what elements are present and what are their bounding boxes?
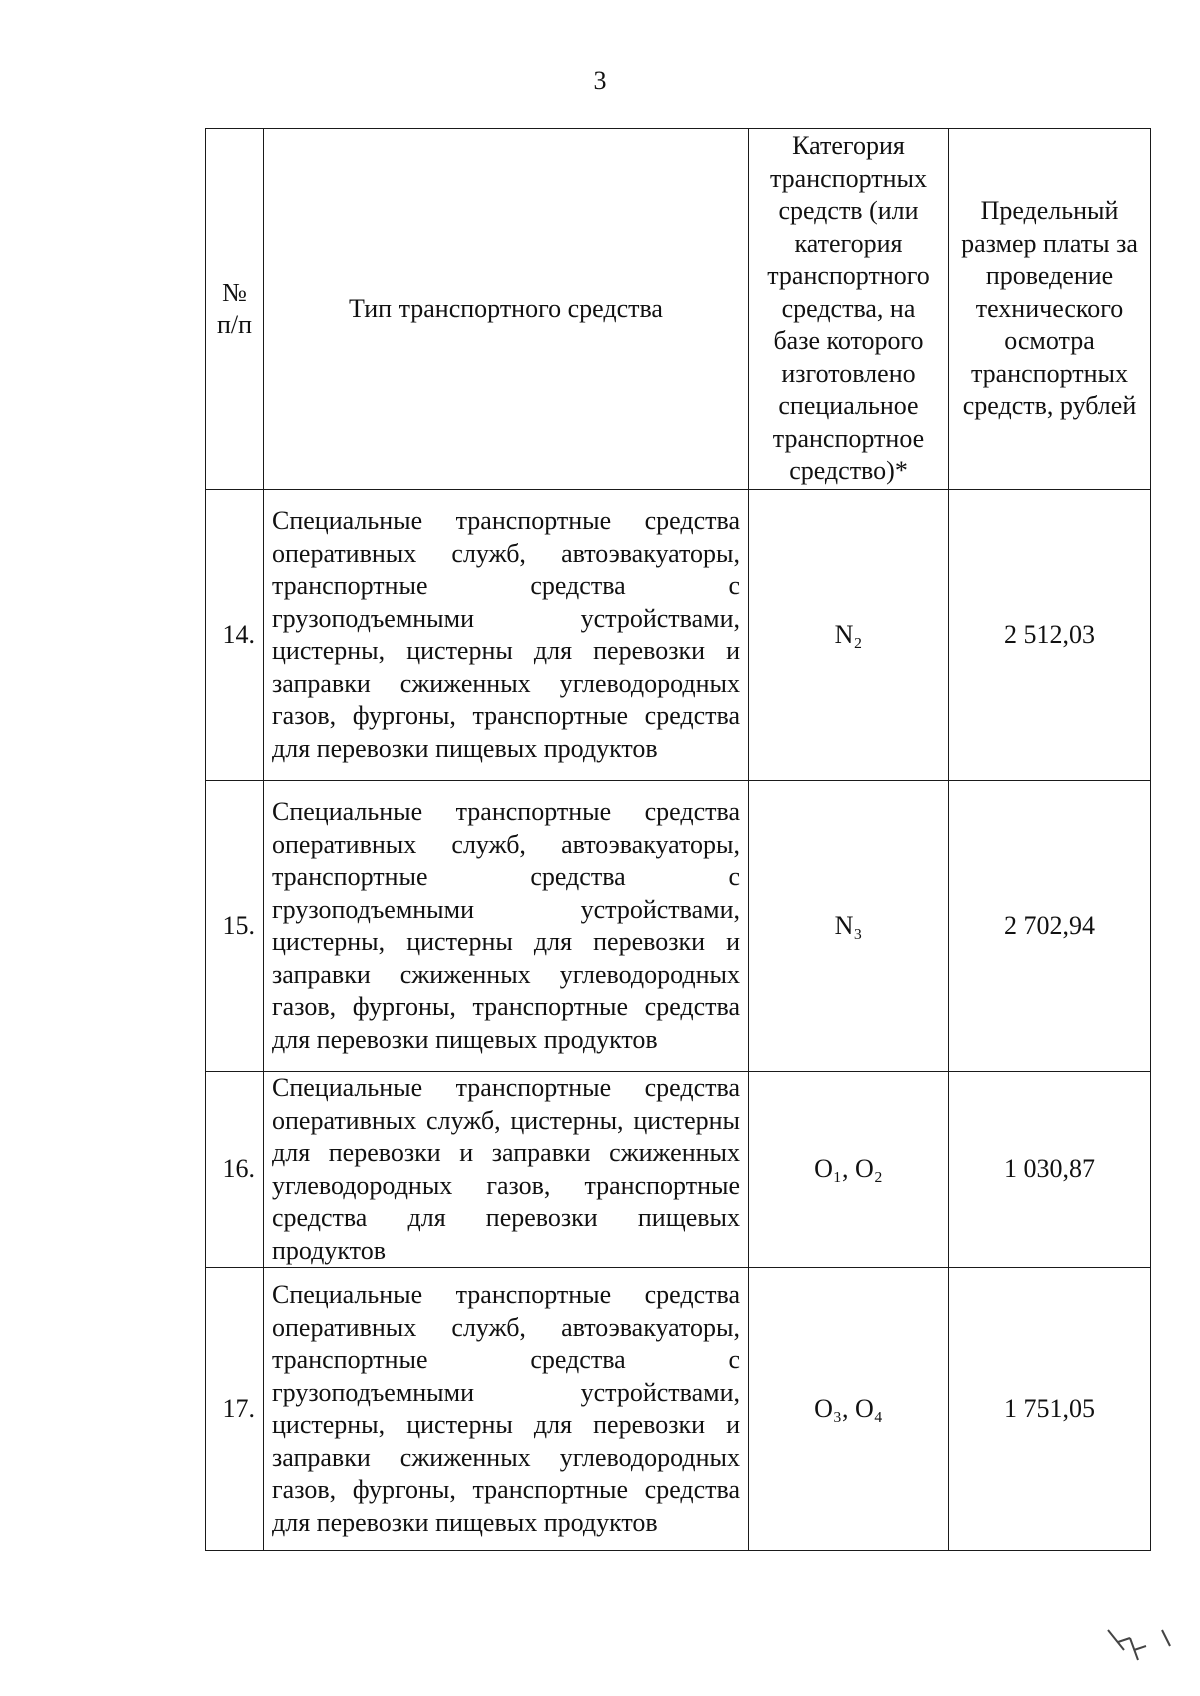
table-row — [206, 490, 1151, 781]
vehicle-type-cell: Специальные транспортные средства оперативных служб, автоэвакуаторы, транспортные средства с грузоподъемными устройствами, цистерны, цистерны для перевозки и заправки сжиженных углеводородных газов, фургоны, транспортные средства для перевозки пищевых продуктов — [264, 1268, 749, 1551]
row-number: 15. — [206, 781, 264, 1072]
table-row — [206, 1268, 1151, 1551]
row-number: 16. — [206, 1072, 264, 1268]
header-fee: Предельный размер платы за проведение технического осмотра транспортных средств, рублей — [949, 129, 1151, 490]
header-category: Категория транспортных средств (или категория транспортного средства, на базе которого изготовлено специальное транспортное средство)* — [749, 129, 949, 490]
category-cell: O₁, O₂ — [749, 1072, 949, 1268]
fee-cell: 2 512,03 — [949, 490, 1151, 781]
vehicle-type-cell: Специальные транспортные средства оперативных служб, цистерны, цистерны для перевозки и заправки сжиженных углеводородных газов, транспортные средства для перевозки пищевых продуктов — [264, 1072, 749, 1268]
category-cell: N₃ — [749, 781, 949, 1072]
page-number: 3 — [593, 66, 607, 95]
table-row — [206, 1072, 1151, 1268]
vehicle-type-cell: Специальные транспортные средства оперативных служб, автоэвакуаторы, транспортные средства с грузоподъемными устройствами, цистерны, цистерны для перевозки и заправки сжиженных углеводородных газов, фургоны, транспортные средства для перевозки пищевых продуктов — [264, 781, 749, 1072]
inspection-fee-table — [205, 128, 1151, 1551]
handwritten-mark-icon — [1100, 1620, 1180, 1680]
table-header-row — [206, 129, 1151, 490]
category-cell: N₂ — [749, 490, 949, 781]
row-number: 14. — [206, 490, 264, 781]
table-row — [206, 781, 1151, 1072]
category-cell: O₃, O₄ — [749, 1268, 949, 1551]
header-vehicle-type: Тип транспортного средства — [264, 129, 749, 490]
header-number: № п/п — [206, 129, 264, 490]
fee-cell: 2 702,94 — [949, 781, 1151, 1072]
fee-cell: 1 751,05 — [949, 1268, 1151, 1551]
row-number: 17. — [206, 1268, 264, 1551]
fee-cell: 1 030,87 — [949, 1072, 1151, 1268]
vehicle-type-cell: Специальные транспортные средства оперативных служб, автоэвакуаторы, транспортные средства с грузоподъемными устройствами, цистерны, цистерны для перевозки и заправки сжиженных углеводородных газов, фургоны, транспортные средства для перевозки пищевых продуктов — [264, 490, 749, 781]
